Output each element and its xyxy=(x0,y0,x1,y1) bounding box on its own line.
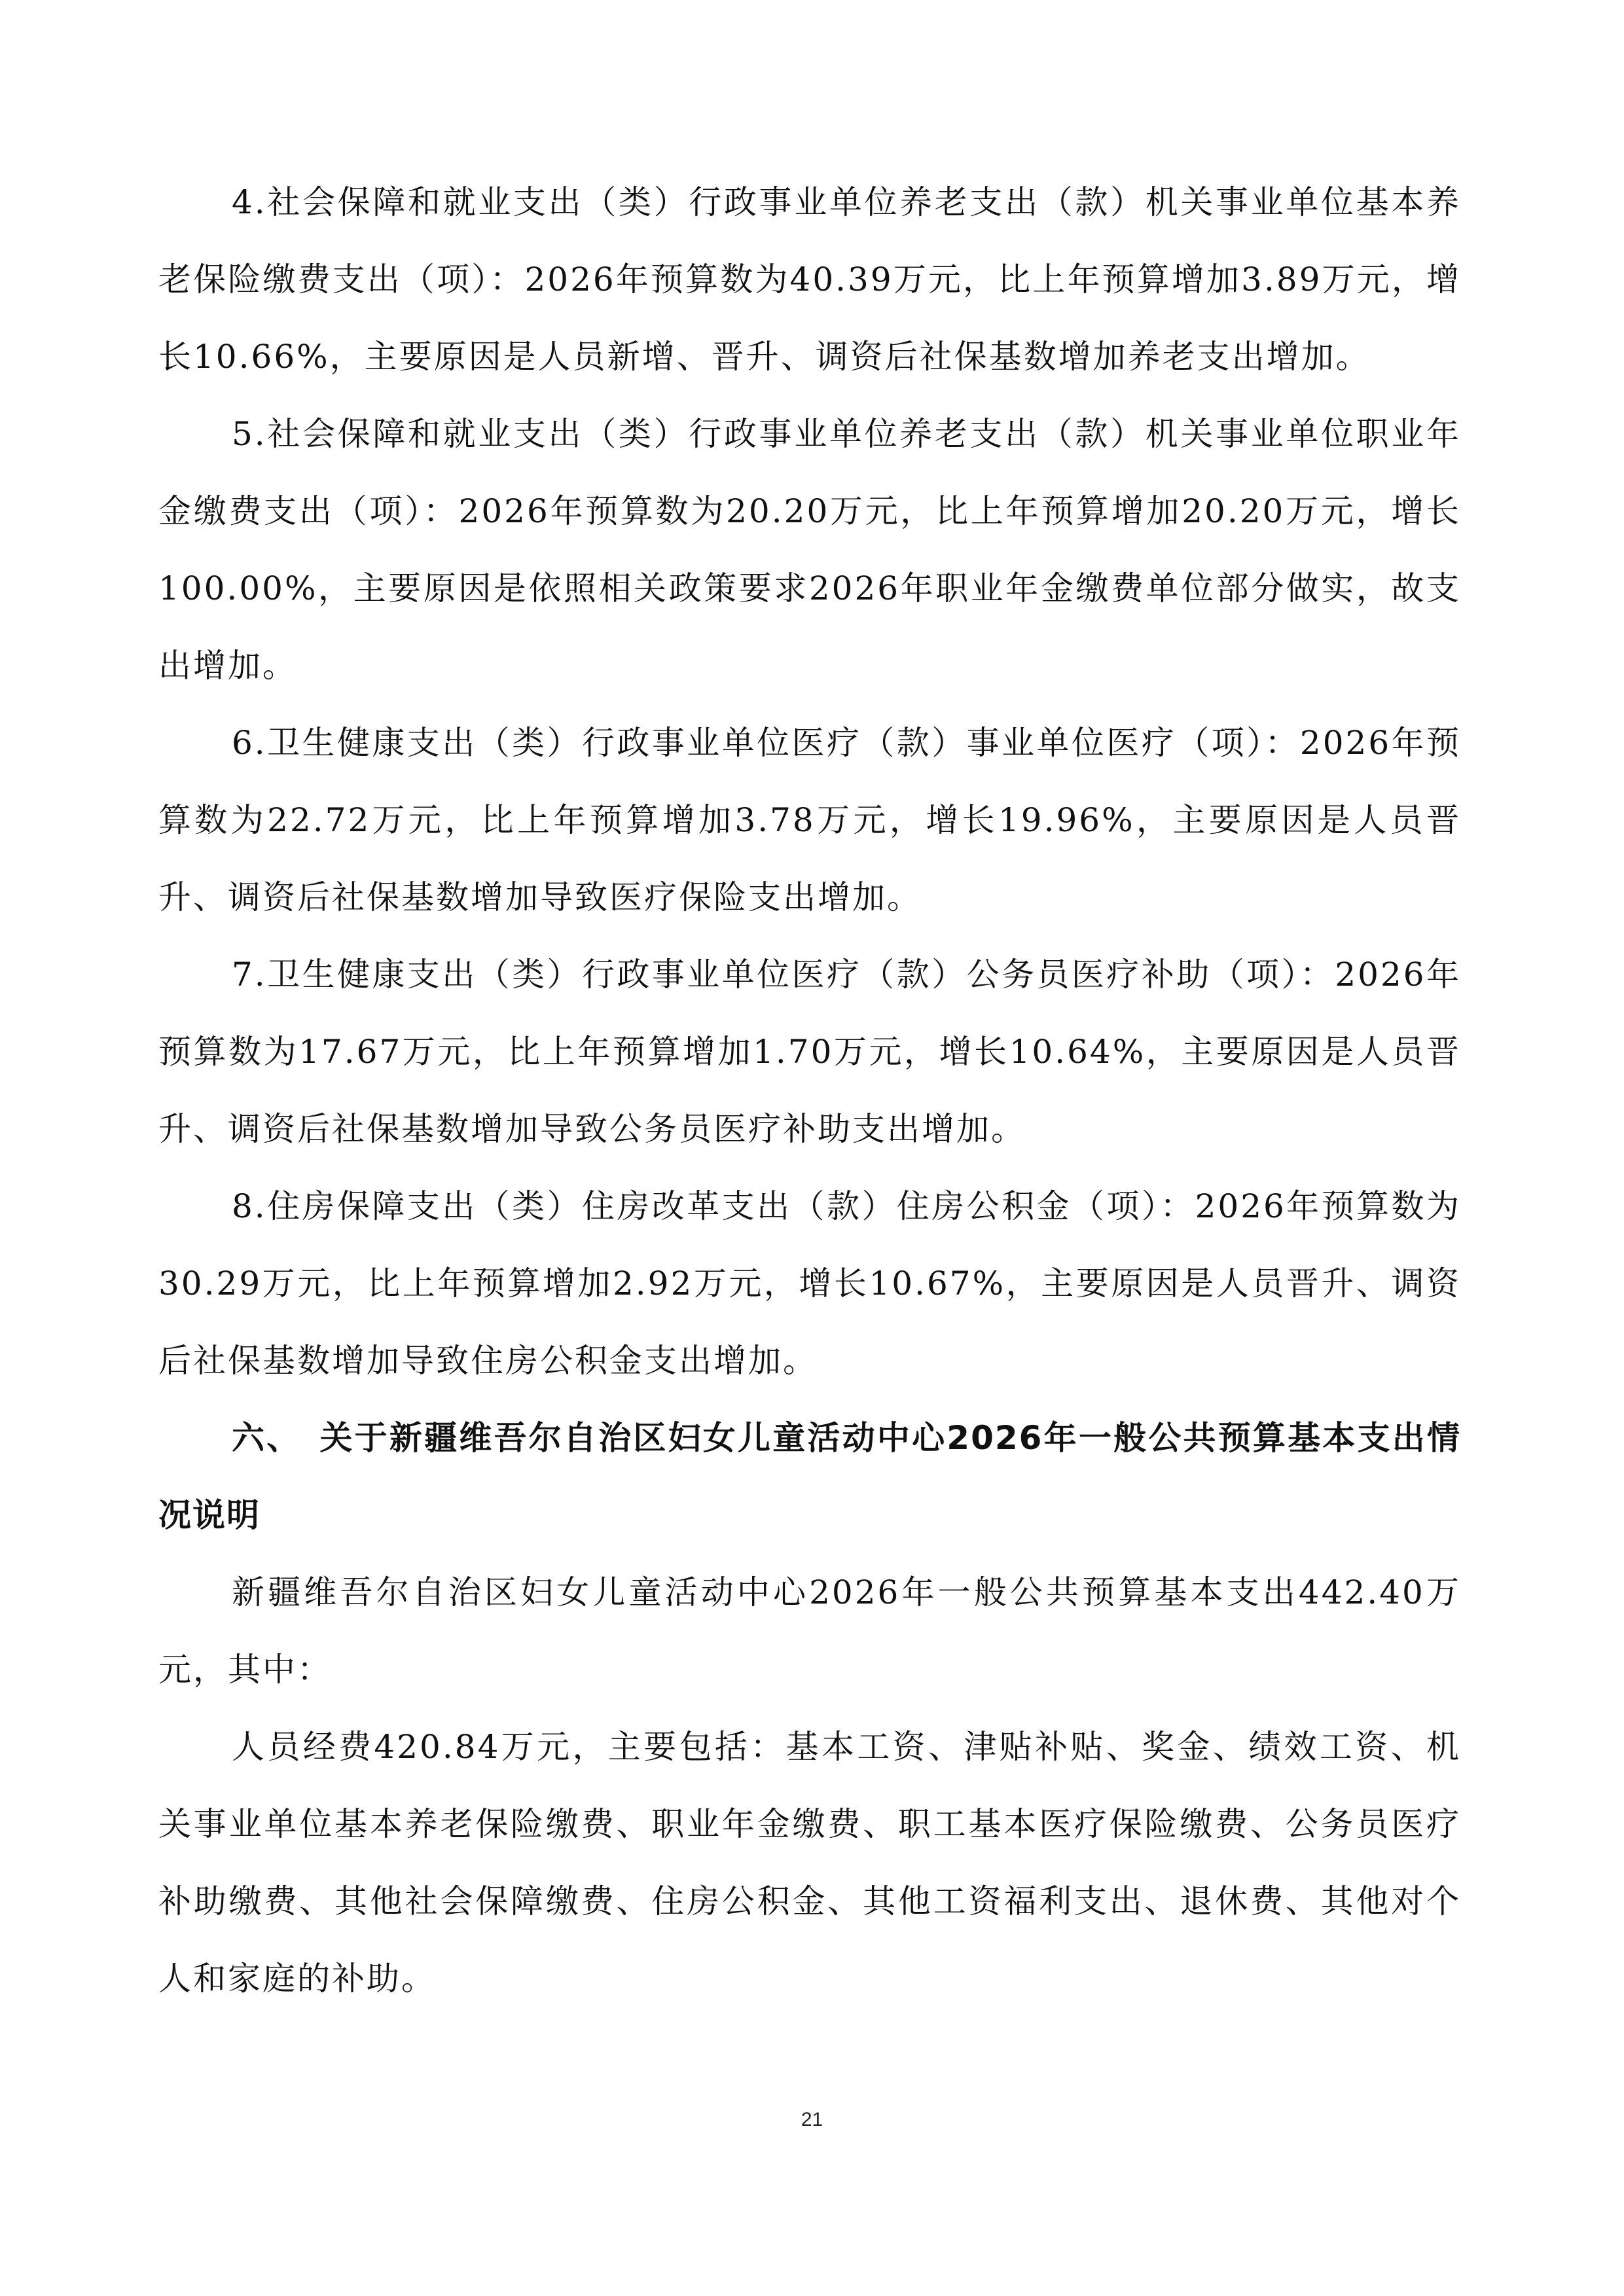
section-heading xyxy=(158,1399,1461,1554)
paragraph-item-7: 7.卫生健康支出（类）行政事业单位医疗（款）公务员医疗补助（项）：2026年预算数为17.67万元，比上年预算增加1.70万元，增长10.64%，主要原因是人员晋升、调资后社保基数增加导致公务员医疗补助支出增加。 xyxy=(158,956,1461,1148)
section-title: 关于新疆维吾尔自治区妇女儿童活动中心2026年一般公共预算基本支出情况说明 xyxy=(158,1419,1461,1534)
paragraph-item-4: 4.社会保障和就业支出（类）行政事业单位养老支出（款）机关事业单位基本养老保险缴费支出（项）：2026年预算数为40.39万元，比上年预算增加3.89万元，增长10.66%，主要原因是人员新增、晋升、调资后社保基数增加养老支出增加。 xyxy=(158,183,1461,376)
section-number: 六、 xyxy=(232,1419,302,1457)
basic-expenditure-summary: 新疆维吾尔自治区妇女儿童活动中心2026年一般公共预算基本支出442.40万元，其中： xyxy=(158,1573,1461,1689)
personnel-expense-detail: 人员经费420.84万元，主要包括：基本工资、津贴补贴、奖金、绩效工资、机关事业单位基本养老保险缴费、职业年金缴费、职工基本医疗保险缴费、公务员医疗补助缴费、其他社会保障缴费、住房公积金、其他工资福利支出、退休费、其他对个人和家庭的补助。 xyxy=(158,1728,1461,1998)
page-content xyxy=(158,164,1461,2017)
paragraph-item-6: 6.卫生健康支出（类）行政事业单位医疗（款）事业单位医疗（项）：2026年预算数为22.72万元，比上年预算增加3.78万元，增长19.96%，主要原因是人员晋升、调资后社保基数增加导致医疗保险支出增加。 xyxy=(158,724,1461,916)
paragraph-item-5: 5.社会保障和就业支出（类）行政事业单位养老支出（款）机关事业单位职业年金缴费支出（项）：2026年预算数为20.20万元，比上年预算增加20.20万元，增长100.00%，主要原因是依照相关政策要求2026年职业年金缴费单位部分做实，故支出增加。 xyxy=(158,415,1461,685)
page-number: 21 xyxy=(801,2109,823,2130)
paragraph-item-8: 8.住房保障支出（类）住房改革支出（款）住房公积金（项）：2026年预算数为30.29万元，比上年预算增加2.92万元，增长10.67%，主要原因是人员晋升、调资后社保基数增加导致住房公积金支出增加。 xyxy=(158,1187,1461,1380)
